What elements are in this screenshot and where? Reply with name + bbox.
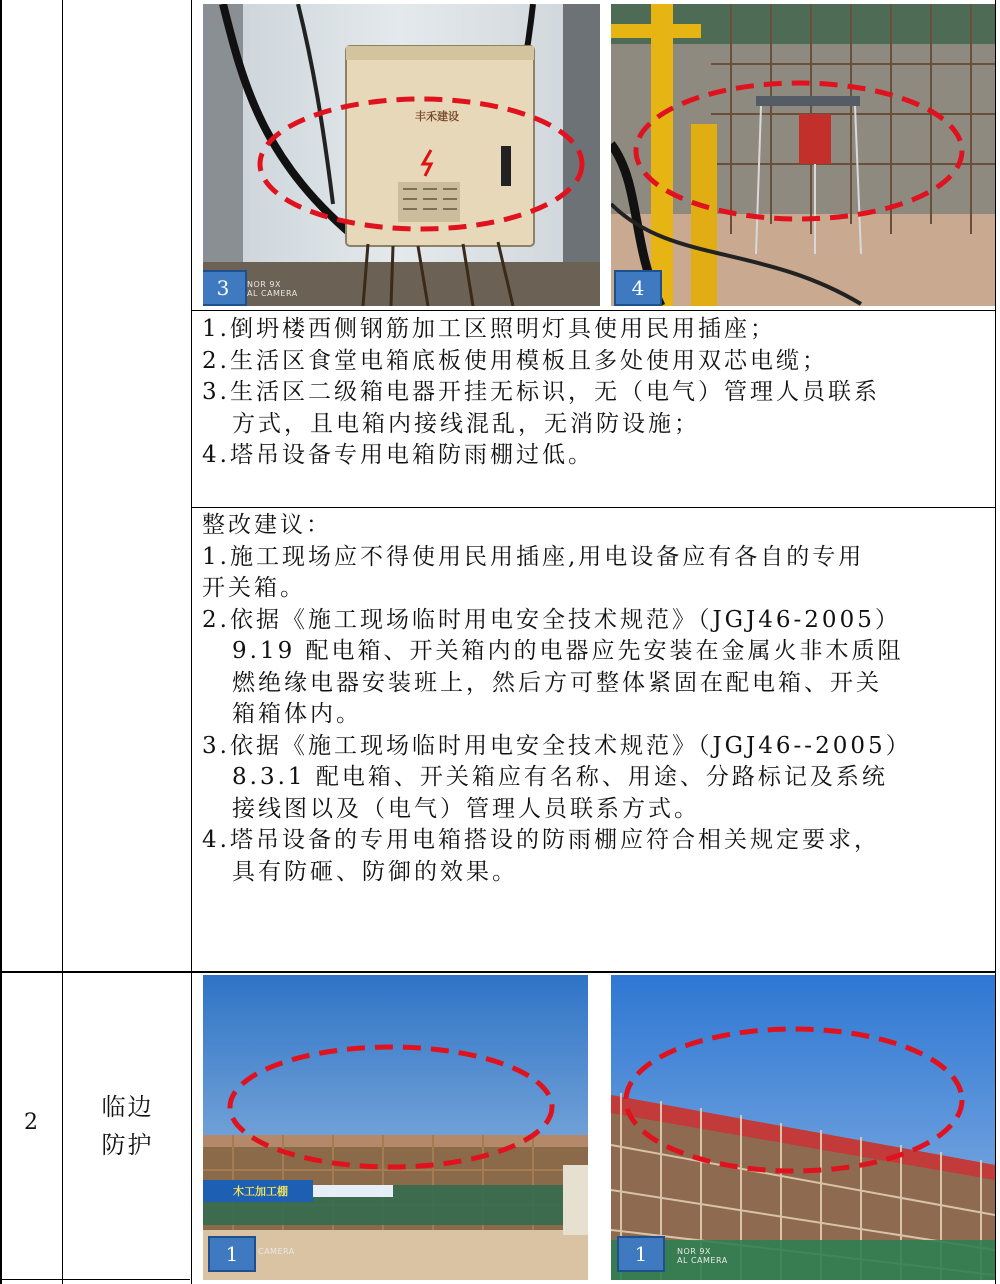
highlight-ellipse xyxy=(632,78,967,224)
table-bottom-border xyxy=(0,1279,190,1280)
suggestion-item-continued: 开关箱。 xyxy=(202,575,306,601)
category-label: 临边 防护 xyxy=(101,1093,154,1159)
suggestion-item: 2.依据《施工现场临时用电安全技术规范》（JGJ46-2005） xyxy=(202,606,901,633)
suggestion-item-continued: 8.3.1 配电箱、开关箱应有名称、用途、分路标记及系统 xyxy=(232,764,888,790)
suggestion-item-continued: 燃绝缘电器安装班上，然后方可整体紧固在配电箱、开关 xyxy=(232,669,882,696)
table-col-divider-2 xyxy=(191,0,192,1284)
table-row-divider-suggestions xyxy=(191,507,996,508)
table-left-border xyxy=(0,0,2,1284)
box-label-text: 丰禾建设 xyxy=(415,110,459,123)
suggestion-item: 3.依据《施工现场临时用电安全技术规范》（JGJ46--2005） xyxy=(202,732,912,759)
camera-watermark: NOR 9X AL CAMERA xyxy=(247,280,298,298)
suggestion-item: 1.施工现场应不得使用民用插座,用电设备应有各自的专用 xyxy=(202,543,865,570)
photo-number-badge: 3 xyxy=(203,270,247,306)
suggestion-item-continued: 具有防砸、防御的效果。 xyxy=(232,858,518,885)
problem-item: 3.生活区二级箱电器开挂无标识，无（电气）管理人员联系 xyxy=(202,379,880,405)
table-right-border xyxy=(995,0,996,1284)
highlight-ellipse xyxy=(622,1024,967,1176)
table-row-divider-row2 xyxy=(0,971,996,973)
suggestions-heading: 整改建议： xyxy=(202,512,332,538)
suggestion-item-continued: 接线图以及（电气）管理人员联系方式。 xyxy=(232,795,700,822)
problem-item-continued: 方式，且电箱内接线混乱，无消防设施； xyxy=(232,410,700,437)
camera-watermark: NOR 9X AL CAMERA xyxy=(677,1247,728,1265)
suggestion-item-continued: 箱箱体内。 xyxy=(232,701,362,727)
problem-item: 4.塔吊设备专用电箱防雨棚过低。 xyxy=(202,442,594,468)
sign-label: 木工加工棚 xyxy=(233,1185,288,1198)
suggestion-item: 4.塔吊设备的专用电箱搭设的防雨棚应符合相关规定要求， xyxy=(202,827,880,853)
highlight-ellipse xyxy=(256,94,586,234)
suggestion-list xyxy=(202,510,992,888)
problem-item: 2.生活区食堂电箱底板使用模板且多处使用双芯电缆； xyxy=(202,347,828,374)
highlight-ellipse xyxy=(226,1042,556,1172)
problem-item: 1.倒坍楼西侧钢筋加工区照明灯具使用民用插座； xyxy=(202,316,776,342)
table-row-divider-photos xyxy=(191,310,996,311)
photo-number-badge: 4 xyxy=(614,270,662,306)
photo-number-badge: 1 xyxy=(617,1236,665,1272)
row-number: 2 xyxy=(24,1110,40,1135)
photo-number-badge: 1 xyxy=(208,1236,256,1272)
table-col-divider-1 xyxy=(62,0,63,1284)
problem-list xyxy=(202,314,992,472)
camera-watermark: CAMERA xyxy=(258,1247,295,1256)
suggestion-item-continued: 9.19 配电箱、开关箱内的电器应先安装在金属火非木质阻 xyxy=(232,638,904,664)
